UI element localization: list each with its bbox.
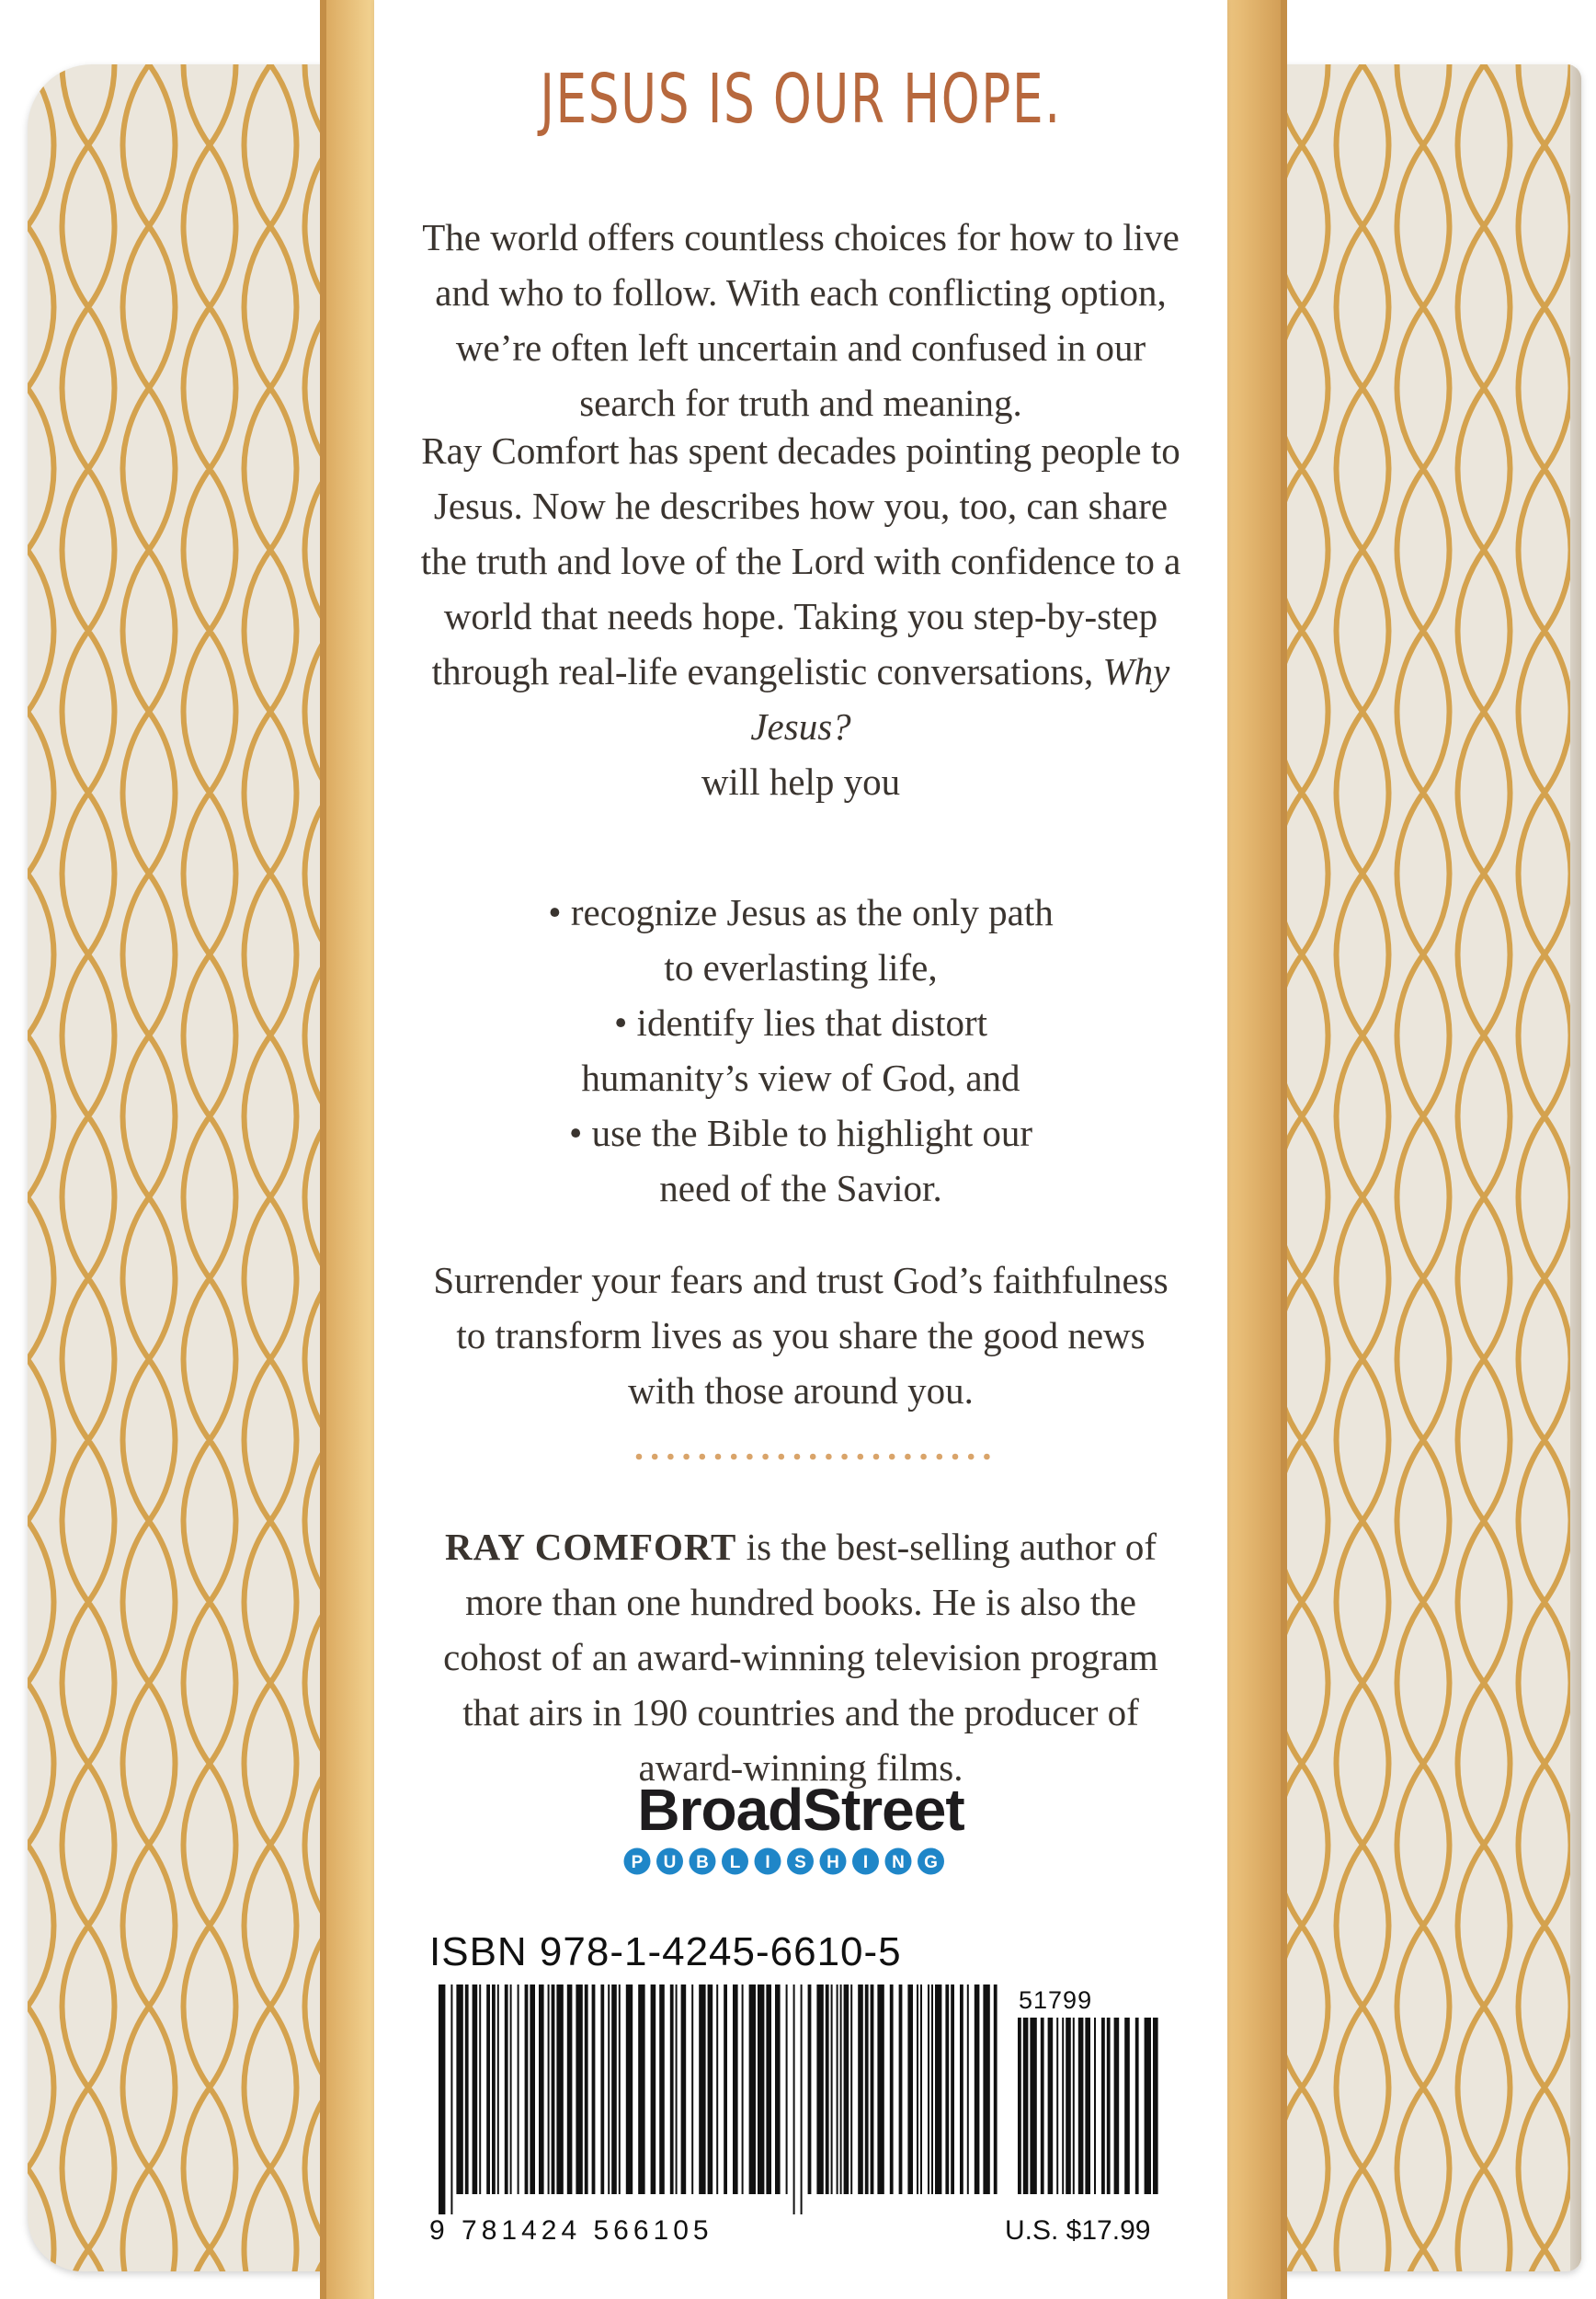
barcode-bar: [742, 1984, 744, 2194]
barcode-bar: [749, 1984, 756, 2194]
barcode-bar: [576, 1984, 582, 2194]
barcode-bar: [626, 1984, 633, 2194]
divider-dot: [683, 1454, 690, 1460]
barcode-bar: [1094, 2018, 1096, 2194]
barcode-bar: [556, 1984, 563, 2194]
barcode-bar: [518, 1984, 519, 2194]
barcode-bar: [899, 1984, 903, 2194]
barcode-bar: [1018, 2018, 1021, 2194]
tagline-letter-dot: [820, 1848, 847, 1875]
divider-dot: [636, 1454, 643, 1460]
barcode-bar: [1114, 2018, 1120, 2194]
divider-dot: [889, 1454, 895, 1460]
barcode-bar: [858, 1984, 863, 2194]
book-title: Why Jesus?: [750, 650, 1170, 748]
barcode-bar: [920, 1984, 922, 2194]
barcode-bar: [967, 1984, 969, 2194]
barcode-bar: [1030, 2018, 1036, 2194]
barcode-bar: [473, 1984, 478, 2194]
barcode-bar: [585, 1984, 588, 2194]
barcode-bar: [659, 1984, 665, 2194]
barcode-bar: [775, 1984, 781, 2194]
tagline-letter-dot: [722, 1848, 748, 1875]
barcode-bar: [871, 1984, 874, 2194]
price-addon-barcode: [1016, 2018, 1163, 2214]
barcode-bar: [611, 1984, 617, 2194]
barcode-bar: [801, 1984, 803, 2214]
barcode-bar: [808, 1984, 812, 2194]
retail-price: U.S. $17.99: [1005, 2215, 1151, 2246]
author-bio: [420, 1519, 1181, 1795]
svg-text:P: P: [631, 1853, 644, 1872]
band-edge-left: [320, 0, 326, 2299]
barcode-bar: [608, 1984, 610, 2194]
barcode-bar: [837, 1984, 838, 2194]
svg-text:U: U: [663, 1853, 677, 1872]
divider-dot: [937, 1454, 943, 1460]
barcode-bar: [1078, 2018, 1084, 2194]
intro-paragraph: The world offers countless choices for how to live and who to follow. With each conflicting option, we’re often left uncertain and confused in our search for truth and meaning.: [422, 216, 1180, 424]
barcode-bar: [1101, 2018, 1105, 2194]
barcode-bar: [638, 1984, 644, 2194]
barcode-bar: [724, 1984, 727, 2194]
barcode-bar: [681, 1984, 687, 2194]
barcode-bar: [600, 1984, 604, 2194]
barcode-bar: [525, 1984, 529, 2194]
barcode-bar: [877, 1984, 884, 2194]
barcode-bar: [670, 1984, 674, 2194]
barcode-bar: [816, 1984, 823, 2194]
publisher-tagline-dots: [617, 1846, 985, 1877]
bullet-item: • identify lies that distort humanity’s view of God, and: [581, 1001, 1020, 1099]
barcode-bar: [450, 1984, 452, 2214]
divider-dot: [984, 1454, 990, 1460]
divider-dot: [810, 1454, 816, 1460]
divider-dot: [841, 1454, 848, 1460]
barcode-bar: [865, 1984, 869, 2194]
tagline-letter-dot: [885, 1848, 912, 1875]
barcode-bar: [758, 1984, 764, 2194]
barcode-bar: [1073, 2018, 1075, 2194]
barcode-bar: [1023, 2018, 1029, 2194]
tagline-letter-dot: [755, 1848, 781, 1875]
barcode-bar: [548, 1984, 550, 2194]
barcode-bar: [592, 1984, 596, 2194]
barcode-bar: [439, 1984, 445, 2214]
svg-text:B: B: [696, 1853, 709, 1872]
bullet-item: • recognize Jesus as the only path to everlasting life,: [548, 891, 1054, 989]
tagline-letter-dot: [918, 1848, 944, 1875]
barcode-bar: [486, 1984, 490, 2194]
author-name: RAY COMFORT: [444, 1526, 737, 1568]
svg-text:S: S: [794, 1853, 806, 1872]
tagline-letter-dot: [690, 1848, 716, 1875]
barcode-bar: [1062, 2018, 1064, 2194]
barcode-bar: [994, 1984, 998, 2194]
divider-dot: [652, 1454, 658, 1460]
barcode-block: [428, 1927, 1174, 2249]
cover-edge: [1570, 64, 1581, 2271]
divider-dot: [715, 1454, 722, 1460]
tagline-letter-dot: [852, 1848, 879, 1875]
barcode-bar: [497, 1984, 499, 2194]
tagline-letter-dot: [787, 1848, 814, 1875]
barcode-bar: [844, 1984, 849, 2194]
publisher-logo: [374, 1778, 1227, 1877]
headline: JESUS IS OUR HOPE.: [540, 60, 1062, 139]
barcode-bar: [676, 1984, 678, 2194]
svg-text:H: H: [826, 1853, 839, 1872]
svg-text:I: I: [765, 1853, 770, 1872]
barcode-bar: [793, 1984, 795, 2214]
barcode-bar: [1107, 2018, 1111, 2194]
barcode-bar: [1048, 2018, 1054, 2194]
barcode-bar: [1056, 2018, 1058, 2194]
divider-dot: [858, 1454, 864, 1460]
divider-dot: [779, 1454, 785, 1460]
barcode-bar: [826, 1984, 829, 2194]
barcode-bar: [1124, 2018, 1130, 2194]
barcode-bar: [552, 1984, 555, 2194]
divider-dot: [747, 1454, 753, 1460]
divider-dot: [952, 1454, 959, 1460]
svg-text:N: N: [892, 1853, 905, 1872]
barcode-bar: [975, 1984, 980, 2194]
svg-text:L: L: [729, 1853, 741, 1872]
description-text: Ray Comfort has spent decades pointing people to Jesus. Now he describes how you, too, can share the truth and love of the Lord with confidence to a world that needs hope. Taking you step-by-step through real-life evangelistic conversations,: [420, 429, 1181, 692]
barcode-bar: [945, 1984, 949, 2194]
ean-barcode: [437, 1984, 999, 2214]
barcode-bar: [1135, 2018, 1139, 2194]
barcode-bar: [456, 1984, 462, 2194]
barcode-bar: [505, 1984, 508, 2194]
barcode-bar: [983, 1984, 989, 2194]
barcode-bar: [1153, 2018, 1158, 2194]
barcode-bar: [465, 1984, 469, 2194]
svg-text:I: I: [862, 1853, 869, 1872]
publisher-name: BroadStreet: [637, 1777, 964, 1843]
price-code: 51799: [1019, 1986, 1093, 2014]
divider-dot: [794, 1454, 801, 1460]
isbn-number: ISBN 978-1-4245-6610-5: [429, 1929, 902, 1974]
barcode-bar: [786, 1984, 788, 2194]
band-edge-right: [1281, 0, 1287, 2299]
barcode-bar: [530, 1984, 535, 2194]
svg-text:G: G: [924, 1853, 938, 1872]
description-paragraph: [420, 423, 1181, 809]
white-text-panel: [374, 0, 1227, 2299]
divider-dot: [731, 1454, 737, 1460]
divider-dot: [873, 1454, 880, 1460]
divider-dot: [920, 1454, 927, 1460]
barcode-bar: [931, 1984, 933, 2194]
divider-dot: [826, 1454, 832, 1460]
dotted-divider: [632, 1451, 999, 1462]
barcode-bar: [716, 1984, 718, 2194]
barcode-bar: [1041, 2018, 1044, 2194]
barcode-bar: [917, 1984, 918, 2194]
tagline-letter-dot: [624, 1848, 651, 1875]
tagline-letter-dot: [656, 1848, 683, 1875]
description-text-end: will help you: [701, 761, 901, 803]
closing-paragraph: Surrender your fears and trust God’s faithfulness to transform lives as you share the good news with those around you.: [433, 1259, 1168, 1412]
barcode-bar: [951, 1984, 954, 2194]
barcode-bar: [928, 1984, 929, 2194]
barcode-bar: [1085, 2018, 1090, 2194]
barcode-bar: [479, 1984, 481, 2194]
barcode-bar: [699, 1984, 705, 2194]
barcode-bar: [510, 1984, 512, 2194]
barcode-bar: [567, 1984, 573, 2194]
barcode-bar: [691, 1984, 693, 2194]
barcode-bar: [1066, 2018, 1071, 2194]
barcode-bar: [619, 1984, 621, 2194]
barcode-bar: [733, 1984, 738, 2194]
divider-dot: [762, 1454, 769, 1460]
barcode-bar: [766, 1984, 771, 2194]
barcode-bar: [960, 1984, 963, 2194]
divider-dot: [700, 1454, 706, 1460]
divider-dot: [905, 1454, 911, 1460]
barcode-bar: [907, 1984, 913, 2194]
barcode-bar: [539, 1984, 544, 2194]
divider-dot: [968, 1454, 975, 1460]
divider-dot: [667, 1454, 674, 1460]
barcode-bar: [935, 1984, 941, 2194]
barcode-bar: [492, 1984, 496, 2194]
barcode-bar: [890, 1984, 894, 2194]
barcode-bar: [708, 1984, 713, 2194]
barcode-bar: [1145, 2018, 1151, 2194]
barcode-bar: [850, 1984, 852, 2194]
author-bio-text: is the best-selling author of more than one hundred books. He is also the cohost of an award-winning television program that airs in 190 countries and the producer of award-winning films.: [443, 1526, 1158, 1789]
bullet-item: • use the Bible to highlight our need of the Savior.: [568, 1112, 1033, 1209]
barcode-bar: [840, 1984, 842, 2194]
ean-digits: 9 781424 566105: [429, 2215, 713, 2246]
barcode-bar: [831, 1984, 833, 2194]
barcode-bar: [651, 1984, 656, 2194]
